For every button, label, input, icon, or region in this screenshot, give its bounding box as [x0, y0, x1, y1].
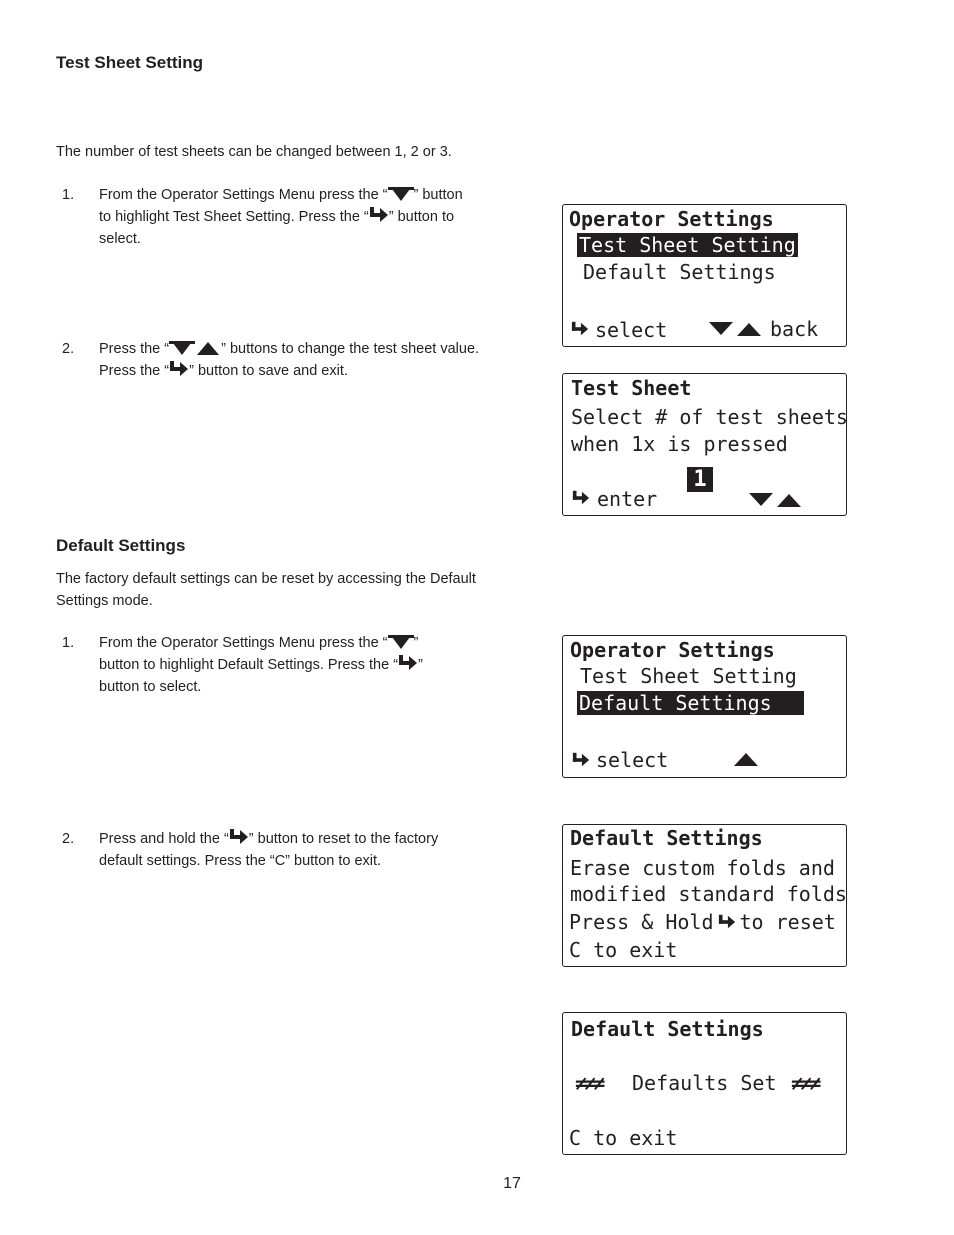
menu-item-test-sheet-setting-selected: Test Sheet Setting	[579, 233, 796, 257]
lcd-screen-default-settings-confirm	[562, 824, 847, 967]
down-up-arrows-icon	[709, 322, 761, 336]
info-line: Press & Hold to reset	[569, 910, 836, 934]
enter-icon	[718, 914, 736, 930]
test-sheet-intro: The number of test sheets can be changed between 1, 2 or 3.	[56, 144, 452, 160]
screen-title: Operator Settings	[569, 207, 774, 231]
step-text: Press the “ ” buttons to change the test sheet value. Press the “ ” button to save and exit.	[99, 341, 480, 379]
prompt-line: when 1x is pressed	[571, 432, 788, 456]
test-sheet-value: 1	[687, 467, 713, 492]
step-number: 1.	[62, 635, 75, 651]
lcd-screen-test-sheet	[562, 373, 847, 516]
marks-right: ≠≠≠	[791, 1071, 819, 1095]
info-line: Erase custom folds and	[570, 856, 835, 880]
enter-label: enter	[597, 487, 658, 511]
screen-title: Default Settings	[571, 1017, 764, 1041]
menu-item-default-settings: Default Settings	[583, 260, 776, 284]
down-up-arrows-icon	[169, 341, 221, 355]
default-settings-intro: The factory default settings can be reset by accessing the Default Settings mode.	[56, 571, 476, 609]
enter-icon	[571, 321, 589, 337]
step-text: From the Operator Settings Menu press the “ ” button to highlight Default Settings. Press the “ ” button to select.	[99, 635, 423, 695]
defaults-set-message: Defaults Set	[632, 1071, 777, 1095]
enter-icon	[572, 752, 590, 768]
section-title-default-settings: Default Settings	[56, 536, 186, 555]
screen-title: Test Sheet	[571, 376, 692, 400]
screen-title: Default Settings	[570, 826, 763, 850]
down-up-arrows-icon	[749, 493, 801, 507]
enter-icon	[398, 655, 418, 671]
down-arrow-icon	[388, 187, 414, 201]
lcd-screen-defaults-set	[562, 1012, 847, 1155]
down-arrow-icon	[388, 635, 414, 649]
select-label: select	[595, 318, 668, 342]
prompt-line: Select # of test sheets	[571, 405, 848, 429]
exit-hint: C to exit	[569, 938, 678, 962]
step-number: 2.	[62, 831, 75, 847]
lcd-screen-operator-settings	[562, 204, 847, 347]
up-arrow-icon	[734, 753, 758, 766]
lcd-screen-operator-settings-default	[562, 635, 847, 778]
enter-icon	[169, 361, 189, 377]
step-text: Press and hold the “ ” button to reset to the factory default settings. Press the “C” button to exit.	[99, 831, 439, 869]
marks-left: ≠≠≠	[575, 1071, 603, 1095]
info-line: modified standard folds	[570, 882, 847, 906]
step-text: From the Operator Settings Menu press the “ ” button to highlight Test Sheet Setting. Press the “ ” button to select.	[99, 187, 463, 247]
enter-icon	[229, 829, 249, 845]
menu-item-default-settings-selected: Default Settings	[577, 691, 804, 715]
step-number: 1.	[62, 187, 75, 203]
screen-title: Operator Settings	[570, 638, 775, 662]
page-number: 17	[503, 1175, 521, 1192]
back-label: back	[770, 317, 819, 341]
enter-icon	[572, 490, 590, 506]
enter-icon	[369, 207, 389, 223]
select-label: select	[596, 748, 669, 772]
menu-item-test-sheet-setting: Test Sheet Setting	[580, 664, 797, 688]
step-number: 2.	[62, 341, 75, 357]
exit-hint: C to exit	[569, 1126, 678, 1150]
section-title-test-sheet: Test Sheet Setting	[56, 53, 204, 72]
